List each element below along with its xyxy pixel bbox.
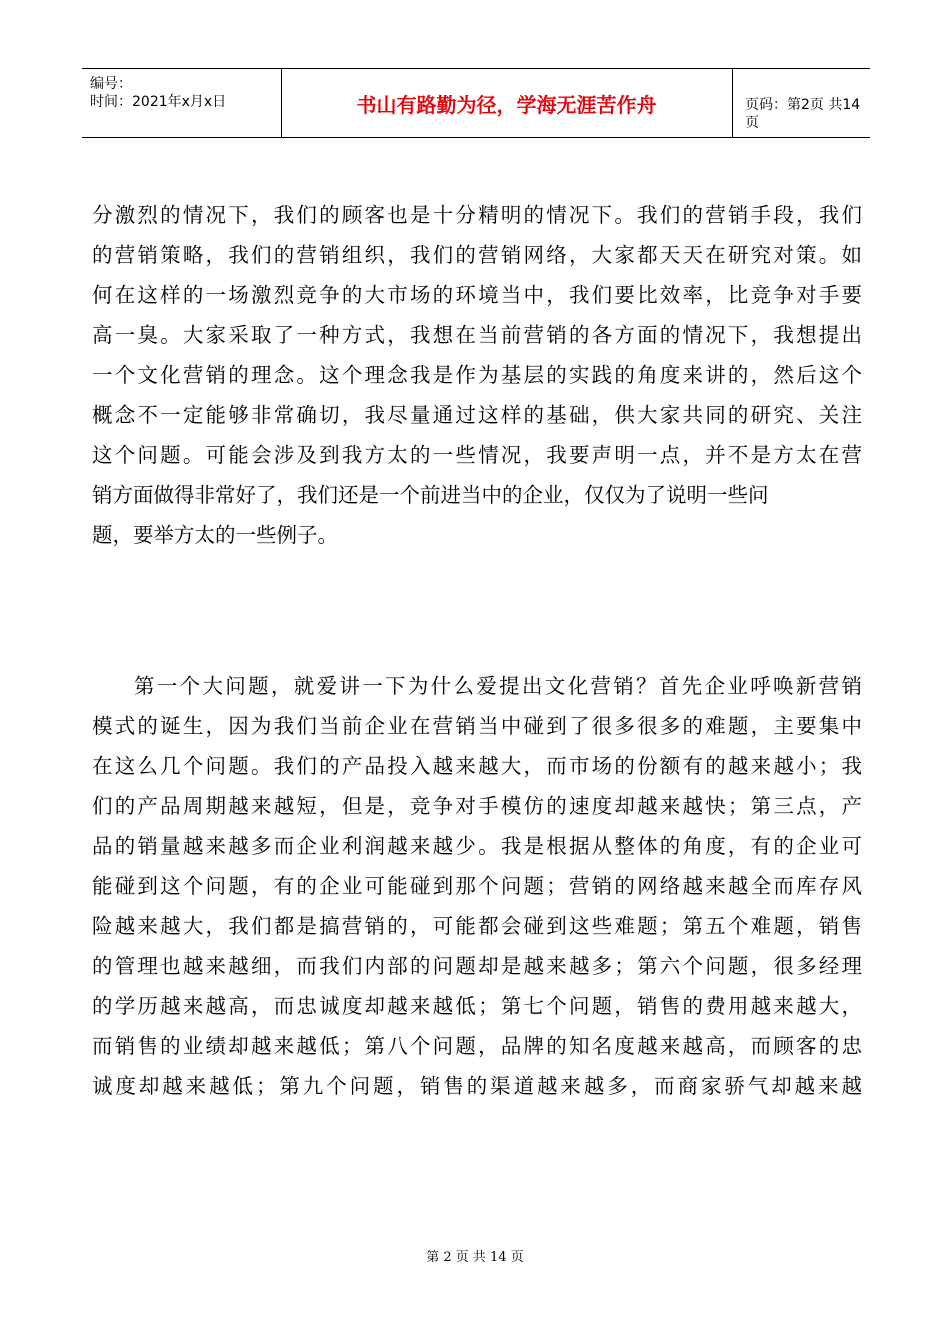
page-code: 页码：第2页 共14页 <box>745 97 861 131</box>
paragraph-2 <box>92 666 862 1106</box>
paragraph-1 <box>92 195 862 555</box>
text-line: 险越来越大，我们都是搞营销的，可能都会碰到这些难题；第五个难题，销售 <box>92 914 862 938</box>
text-line: 的学历越来越高，而忠诚度却越来越低；第七个问题，销售的费用越来越大， <box>92 994 862 1018</box>
text-line: 在这么几个问题。我们的产品投入越来越大，而市场的份额有的越来越小；我 <box>92 754 862 778</box>
text-line: 诚度却越来越低；第九个问题，销售的渠道越来越多，而商家骄气却越来越 <box>92 1074 862 1098</box>
text-line: 模式的诞生，因为我们当前企业在营销当中碰到了很多很多的难题，主要集中 <box>92 714 862 738</box>
header-motto-cell <box>281 69 733 137</box>
date-label: 时间：2021年x月x日 <box>90 94 227 110</box>
text-line: 而销售的业绩却越来越低；第八个问题，品牌的知名度越来越高，而顾客的忠 <box>92 1034 862 1058</box>
text-line: 概念不一定能够非常确切，我尽量通过这样的基础，供大家共同的研究、关注 <box>92 403 862 427</box>
text-line: 销方面做得非常好了，我们还是一个前进当中的企业，仅仅为了说明一些问 <box>92 483 769 507</box>
text-line: 的管理也越来越细，而我们内部的问题却是越来越多；第六个问题，很多经理 <box>92 954 862 978</box>
text-line: 第一个大问题，就爱讲一下为什么爱提出文化营销？首先企业呼唤新营销 <box>134 674 862 698</box>
text-line: 们的产品周期越来越短，但是，竞争对手模仿的速度却越来越快；第三点，产 <box>92 794 862 818</box>
text-line: 的营销策略，我们的营销组织，我们的营销网络，大家都天天在研究对策。如 <box>92 243 862 267</box>
text-line: 能碰到这个问题，有的企业可能碰到那个问题；营销的网络越来越全而库存风 <box>92 874 862 898</box>
text-line: 题，要举方太的一些例子。 <box>92 523 338 547</box>
header-page-cell <box>733 69 870 137</box>
text-line: 一个文化营销的理念。这个理念我是作为基层的实践的角度来讲的，然后这个 <box>92 363 862 387</box>
document-header <box>82 68 870 138</box>
serial-number-label: 编号： <box>90 76 132 92</box>
text-line: 品的销量越来越多而企业利润越来越少。我是根据从整体的角度，有的企业可 <box>92 834 862 858</box>
text-line: 高一臭。大家采取了一种方式，我想在当前营销的各方面的情况下，我想提出 <box>92 323 862 347</box>
text-line: 何在这样的一场激烈竞争的大市场的环境当中，我们要比效率，比竞争对手要 <box>92 283 862 307</box>
text-line: 这个问题。可能会涉及到我方太的一些情况，我要声明一点，并不是方太在营 <box>92 443 862 467</box>
page-footer: 第 2 页 共 14 页 <box>426 1250 524 1265</box>
motto: 书山有路勤为径，学海无涯苦作舟 <box>356 92 657 117</box>
header-meta-cell <box>82 69 282 137</box>
text-line: 分激烈的情况下，我们的顾客也是十分精明的情况下。我们的营销手段，我们 <box>92 203 862 227</box>
